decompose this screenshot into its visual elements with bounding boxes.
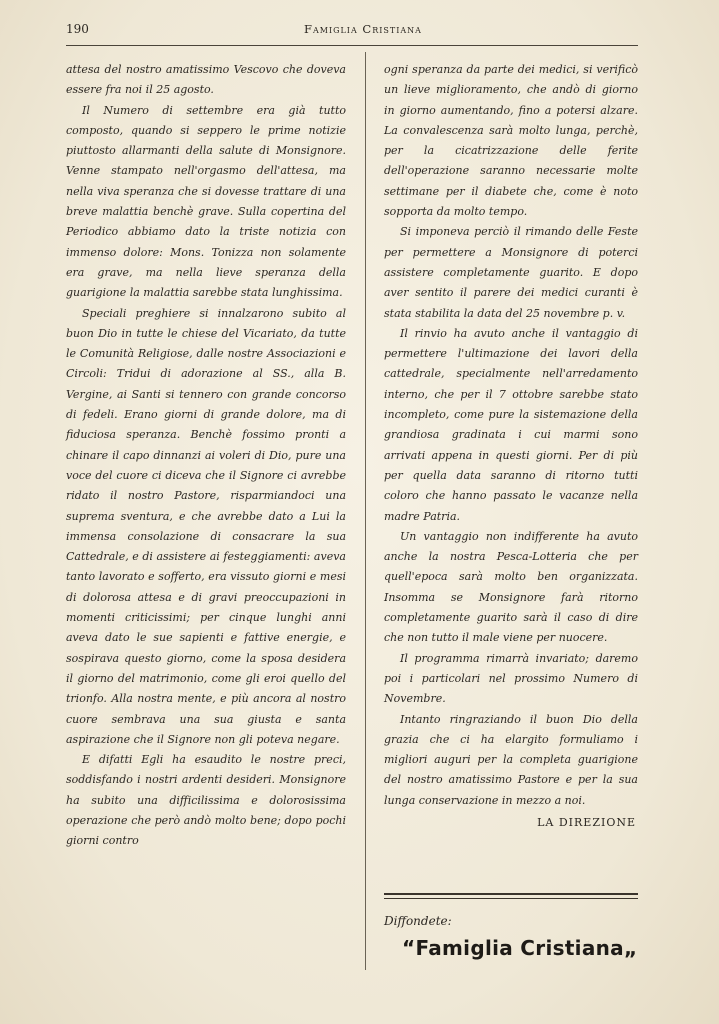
paragraph: Il programma rimarrà invariato; daremo poi i particolari nel prossimo Numero di Novembre.	[384, 651, 638, 706]
paragraph: attesa del nostro amatissimo Vescovo che doveva essere fra noi il 25 agosto.	[66, 63, 346, 97]
separator-rule	[384, 893, 638, 895]
column-divider	[365, 52, 366, 970]
paragraph: Il Numero di settembre era già tutto composto, quando si seppero le prime notizie piuttosto allarmanti della salute di Monsignore. Venne stampato nell'orgasmo dell'attesa, ma nella viva speranza che si dovesse trattare di una breve malattia benchè grave. Sulla copertina del Periodico abbiamo dato la triste notizia con immenso dolore: Mons. Tonizza non solamente era grave, ma nella lieve speranza della guarigione la malattia sarebbe stata lunghissima.	[66, 103, 346, 300]
page-number: 190	[66, 22, 89, 36]
paragraph: Il rinvio ha avuto anche il vantaggio di permettere l'ultimazione dei lavori della cattedrale, specialmente nell'arredamento interno, che per il 7 ottobre sarebbe stato incompleto, come pure la sistemazione della grandiosa gradinata i cui marmi sono arrivati appena in questi giorni. Per di più per quella data saranno di ritorno tutti coloro che hanno passato le vacanze nella madre Patria.	[384, 326, 638, 523]
running-title: Famiglia Cristiana	[304, 22, 422, 36]
paragraph: Si imponeva perciò il rimando delle Feste per permettere a Monsignore di poterci assistere completamente guarito. E dopo aver sentito il parere dei medici curanti è stata stabilita la data del 25 novembre p. v.	[384, 225, 638, 320]
paragraph: Un vantaggio non indifferente ha avuto anche la nostra Pesca-Lotteria che per quell'epoca sarà molto ben organizzata. Insomma se Monsignore farà ritorno completamente guarito sarà il caso di dire che non tutto il male viene per nuocere.	[384, 529, 638, 645]
signature: LA DIREZIONE	[537, 815, 636, 829]
paragraph: ogni speranza da parte dei medici, si verificò un lieve miglioramento, che andò di giorno in giorno aumentando, fino a potersi alzare. La convalescenza sarà molto lunga, perchè, per la cicatrizzazione delle ferite dell'operazione saranno necessarie molte settimane per il diabete che, come è noto sopporta da molto tempo.	[384, 63, 638, 219]
paragraph: E difatti Egli ha esaudito le nostre preci, soddisfando i nostri ardenti desideri. Monsignore ha subito una difficilissima e dolorosissima operazione che però andò molto bene; dopo pochi giorni contro	[66, 753, 346, 848]
right-column	[384, 60, 638, 833]
advert-label: Diffondete:	[384, 914, 452, 928]
advert-title: “Famiglia Cristiana„	[402, 936, 638, 960]
header-rule	[66, 45, 638, 46]
separator-rule	[384, 898, 638, 899]
paragraph: Speciali preghiere si innalzarono subito al buon Dio in tutte le chiese del Vicariato, da tutte le Comunità Religiose, dalle nostre Associazioni e Circoli: Tridui di adorazione al SS., alla B. Vergine, ai Santi si tennero con grande concorso di fedeli. Erano giorni di grande dolore, ma di fiduciosa speranza. Benchè fossimo pronti a chinare il capo dinnanzi ai voleri di Dio, pure una voce del cuore ci diceva che il Signore ci avrebbe ridato il nostro Pastore, risparmiandoci una suprema sventura, e che avrebbe dato a Lui la immensa consolazione di consacrare la sua Cattedrale, e di assistere ai festeggiamenti: aveva tanto lavorato e sofferto, era vissuto giorni e mesi di dolorosa attesa e di gravi preoccupazioni in momenti criticissimi; per cinque lunghi anni aveva dato le sue sapienti e fattive energie, e sospirava questo giorno, come la sposa desidera il giorno del matrimonio, come gli eroi quello del trionfo. Alla nostra mente, e più ancora al nostro cuore sembrava una sua giusta e santa aspirazione che il Signore non gli poteva negare.	[66, 306, 346, 746]
paragraph: Intanto ringraziando il buon Dio della grazia che ci ha elargito formuliamo i migliori auguri per la completa guarigione del nostro amatissimo Pastore e per la sua lunga conservazione in mezzo a noi.	[384, 712, 638, 807]
page-header	[66, 22, 638, 40]
left-column	[66, 60, 346, 852]
